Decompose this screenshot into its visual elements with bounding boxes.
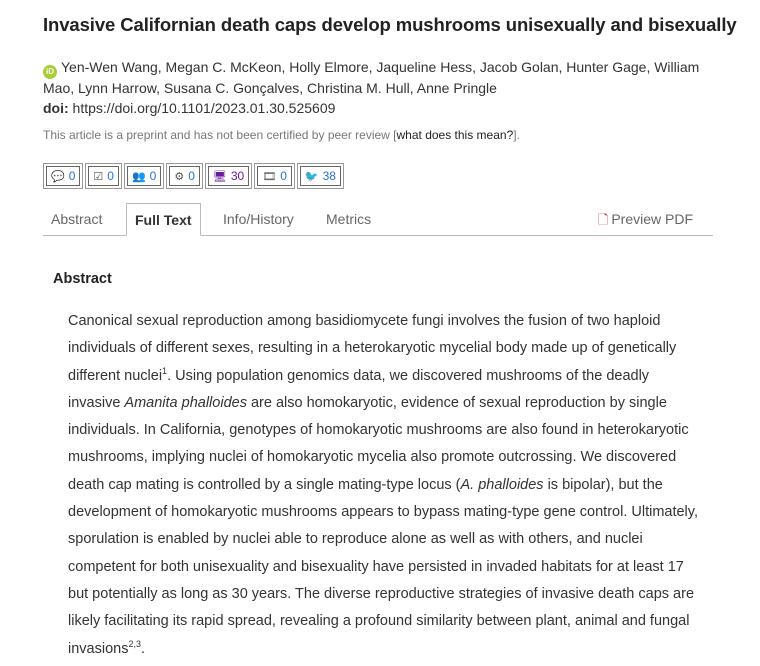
article-title: Invasive Californian death caps develop mushrooms unisexually and bisexually: [43, 14, 737, 35]
gears-icon: ⚙: [174, 170, 185, 183]
comments-count: 0: [68, 169, 76, 183]
check-icon: ☑: [93, 170, 104, 183]
doi-line: [43, 100, 335, 116]
abstract-heading: Abstract: [53, 271, 112, 287]
blogs-metric[interactable]: [208, 166, 249, 186]
abstract-segment: . Using population genomics data, we discovered mushrooms of the deadly invasive: [68, 367, 650, 411]
reviews-metric[interactable]: [88, 166, 119, 186]
doi-link[interactable]: https://doi.org/10.1101/2023.01.30.525609: [72, 100, 336, 116]
species-name: Amanita phalloides: [124, 394, 247, 411]
tab-info-history[interactable]: Info/History: [223, 211, 294, 227]
citation-1[interactable]: 1: [162, 365, 168, 376]
tab-abstract[interactable]: Abstract: [51, 211, 103, 227]
preprint-notice: [43, 128, 520, 142]
preview-pdf-label: Preview PDF: [611, 211, 693, 227]
doi-label: doi:: [43, 100, 69, 116]
community-metric[interactable]: [127, 166, 161, 186]
automated-metric[interactable]: [169, 166, 200, 186]
automated-count: 0: [188, 169, 195, 183]
metrics-bar: [43, 163, 346, 189]
twitter-count: 38: [322, 169, 336, 183]
blogs-count: 30: [230, 169, 245, 183]
what-does-this-mean-link[interactable]: what does this mean?: [396, 128, 514, 142]
media-count: 0: [280, 169, 287, 183]
abstract-segment: Canonical sexual reproduction among basidiomycete fungi involves the fusion of two haploid individuals of different sexes, resulting in a heterokaryotic mycelial body made up of genetically different nuclei: [68, 313, 677, 384]
comment-icon: 💬: [51, 170, 65, 183]
author-list: [43, 58, 723, 99]
users-icon: 👥: [131, 170, 146, 183]
community-count: 0: [149, 169, 157, 183]
tab-metrics[interactable]: Metrics: [326, 211, 372, 227]
pdf-file-icon: 🗋: [597, 212, 609, 227]
monitor-icon: 🖥: [212, 170, 227, 183]
abstract-segment: is bipolar), but the development of homokaryotic mushrooms appears to bypass mating-type gene control. Ultimately, sporulation is enabled by nuclei able to reproduce alone as well as with others, and nuclei competent for both unisexuality and bisexuality have persisted in invaded habitats for at least 17 but potentially as long as 30 years. The diverse reproductive strategies of invasive death caps are likely facilitating its rapid spread, revealing a profound similarity between plant, animal and fungal invasions: [68, 476, 698, 657]
orcid-icon[interactable]: iD: [43, 65, 57, 79]
twitter-metric[interactable]: [300, 166, 341, 186]
species-name: A. phalloides: [460, 476, 544, 493]
preprint-note-text: This article is a preprint and has not been certified by peer review [: [43, 128, 397, 142]
citation-2-3[interactable]: 2,3: [128, 638, 141, 649]
twitter-icon: 🐦: [304, 170, 319, 183]
abstract-segment: .: [140, 640, 145, 657]
preprint-note-end: ].: [513, 128, 520, 142]
article-tabs: [43, 203, 713, 236]
preview-pdf-button[interactable]: [598, 203, 693, 235]
abstract-segment: are also homokaryotic, evidence of sexual reproduction by single individuals. In California, genotypes of homokaryotic mushrooms are also found in heterokaryotic mushrooms, implying nuclei of homokaryotic mycelia also promote outcrossing. We discovered death cap mating is controlled by a single mating-type locus (: [68, 394, 689, 493]
authors-text[interactable]: Yen-Wen Wang, Megan C. McKeon, Holly Elmore, Jaqueline Hess, Jacob Golan, Hunter Gage, William Mao, Lynn Harrow, Susana C. Gonçalves, Christina M. Hull, Anne Pringle: [43, 59, 700, 96]
abstract-text: [68, 308, 698, 663]
film-icon: 🎞: [262, 170, 277, 183]
media-metric[interactable]: [257, 166, 292, 186]
tab-full-text[interactable]: Full Text: [126, 203, 201, 236]
reviews-count: 0: [107, 169, 114, 183]
comments-metric[interactable]: [46, 166, 80, 186]
